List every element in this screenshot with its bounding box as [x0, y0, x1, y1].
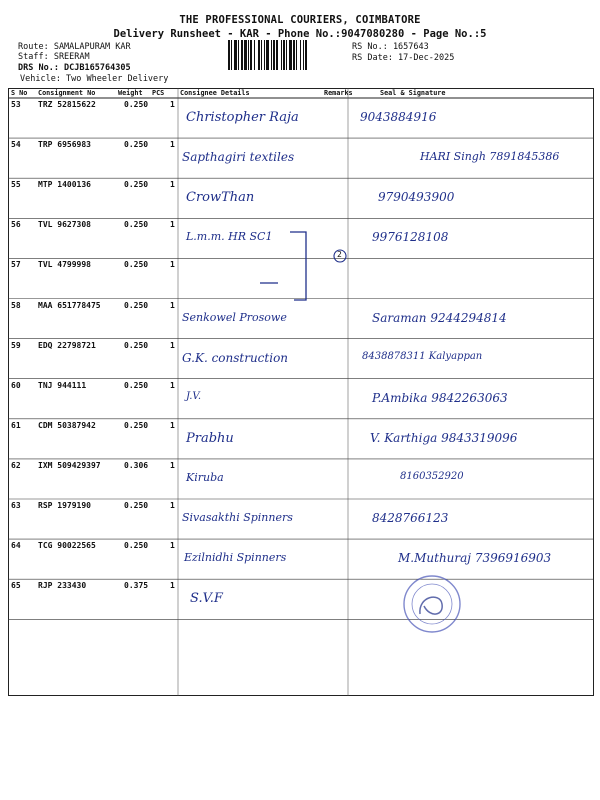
- row-consignment: TNJ 944111: [38, 380, 87, 390]
- barcode-bar: [286, 40, 287, 70]
- staff-label: Staff: SREERAM: [18, 52, 90, 62]
- barcode-bar: [244, 40, 247, 70]
- barcode-bar: [266, 40, 269, 70]
- barcode-bar: [303, 40, 304, 70]
- row-consignment: CDM 50387942: [38, 420, 96, 430]
- row-consignment: TRP 6956983: [38, 140, 91, 150]
- barcode-bar: [264, 40, 265, 70]
- row-pcs: 1: [170, 100, 175, 109]
- row-consignment: EDQ 22798721: [38, 340, 96, 350]
- row-seal-signature: M.Muthuraj 7396916903: [398, 551, 552, 566]
- row-sno: 62: [11, 460, 21, 470]
- barcode-bar: [289, 40, 292, 70]
- row-pcs: 1: [170, 420, 175, 430]
- row-consignment: TCG 90022565: [38, 541, 96, 551]
- row-weight: 0.306: [124, 460, 149, 470]
- row-seal-signature: 8438878311 Kalyappan: [362, 350, 483, 362]
- row-consignee: S.V.F: [190, 591, 223, 607]
- row-weight: 0.250: [124, 541, 149, 551]
- row-consignee: Prabhu: [186, 430, 234, 446]
- row-consignment: TRZ 52815622: [38, 100, 96, 109]
- row-sno: 59: [11, 340, 21, 350]
- row-sno: 53: [11, 100, 21, 109]
- row-weight: 0.250: [124, 220, 149, 230]
- col-weight: Weight: [118, 89, 143, 97]
- row-consignee: Ezilnidhi Spinners: [184, 551, 287, 565]
- row-weight: 0.250: [124, 100, 149, 109]
- row-consignee: Christopher Raja: [186, 110, 299, 125]
- row-consignment: TVL 4799998: [38, 260, 91, 270]
- row-sno: 55: [11, 180, 21, 190]
- barcode-bar: [231, 40, 232, 70]
- row-pcs: 1: [170, 180, 175, 190]
- row-sno: 64: [11, 541, 21, 551]
- barcode-bar: [234, 40, 237, 70]
- barcode: [228, 40, 348, 70]
- row-seal-signature: 9790493900: [378, 190, 455, 205]
- barcode-bar: [273, 40, 275, 70]
- row-consignment: IXM 509429397: [38, 460, 101, 470]
- barcode-bar: [271, 40, 272, 70]
- col-pcs: PCS: [152, 89, 165, 97]
- row-consignee: J.V.: [186, 390, 202, 402]
- barcode-bar: [241, 40, 243, 70]
- row-pcs: 1: [170, 260, 175, 270]
- row-pcs: 1: [170, 380, 175, 390]
- drs-number: DRS No.: DCJB165764305: [18, 63, 131, 73]
- row-seal-signature: 9043884916: [360, 110, 437, 124]
- row-consignment: RJP 233430: [38, 581, 87, 591]
- row-sno: 60: [11, 380, 21, 390]
- row-weight: 0.250: [124, 380, 149, 390]
- row-consignee: L.m.m. HR SC1: [186, 230, 273, 244]
- row-sno: 61: [11, 420, 21, 430]
- barcode-bar: [293, 40, 295, 70]
- row-consignee: Senkowel Prosowe: [182, 310, 287, 324]
- row-sno: 57: [11, 260, 21, 270]
- row-sno: 56: [11, 220, 21, 230]
- row-weight: 0.250: [124, 260, 149, 270]
- row-weight: 0.250: [124, 300, 149, 310]
- rs-number: RS No.: 1657643: [352, 42, 429, 52]
- row-weight: 0.250: [124, 501, 149, 510]
- row-consignee: Kiruba: [186, 470, 224, 484]
- row-seal-signature: Saraman 9244294814: [372, 310, 507, 325]
- barcode-bar: [305, 40, 307, 70]
- row-seal-signature: 8428766123: [372, 511, 449, 525]
- row-sno: 58: [11, 300, 21, 310]
- col-seal: Seal & Signature: [380, 89, 446, 97]
- row-pcs: 1: [170, 460, 175, 470]
- row-consignment: RSP 1979190: [38, 501, 91, 510]
- row-sno: 63: [11, 501, 21, 510]
- barcode-bar: [261, 40, 262, 70]
- vehicle-label: Vehicle: Two Wheeler Delivery: [20, 74, 169, 84]
- document-title: THE PROFESSIONAL COURIERS, COIMBATORE: [179, 14, 421, 26]
- row-pcs: 1: [170, 581, 175, 591]
- barcode-bar: [248, 40, 249, 70]
- col-consignment: Consignment No: [38, 89, 96, 97]
- barcode-bar: [228, 40, 230, 70]
- col-remarks: Remarks: [324, 89, 353, 97]
- row-sno: 54: [11, 140, 21, 150]
- barcode-bar: [281, 40, 282, 70]
- barcode-bar: [276, 40, 278, 70]
- document-subtitle: Delivery Runsheet - KAR - Phone No.:9047080280 - Page No.:5: [113, 28, 487, 40]
- row-pcs: 1: [170, 140, 175, 150]
- row-pcs: 1: [170, 220, 175, 230]
- row-sno: 65: [11, 581, 21, 591]
- row-weight: 0.250: [124, 340, 149, 350]
- row-seal-signature: V. Karthiga 9843319096: [370, 430, 518, 445]
- row-consignee: CrowThan: [186, 190, 255, 206]
- row-consignee: Sapthagiri textiles: [182, 150, 295, 165]
- barcode-bar: [254, 40, 255, 70]
- row-pcs: 1: [170, 501, 175, 510]
- remark-mark: 2: [337, 250, 342, 259]
- row-pcs: 1: [170, 340, 175, 350]
- rs-date: RS Date: 17-Dec-2025: [352, 53, 455, 63]
- row-pcs: 1: [170, 300, 175, 310]
- barcode-bar: [238, 40, 239, 70]
- barcode-bar: [258, 40, 260, 70]
- row-consignment: MAA 651778475: [38, 300, 101, 310]
- col-consignee: Consignee Details: [180, 89, 250, 97]
- barcode-bar: [300, 40, 301, 70]
- row-weight: 0.250: [124, 140, 149, 150]
- row-pcs: 1: [170, 541, 175, 551]
- row-consignment: TVL 9627308: [38, 220, 91, 230]
- row-weight: 0.375: [124, 581, 149, 591]
- barcode-bar: [250, 40, 252, 70]
- row-weight: 0.250: [124, 420, 149, 430]
- row-seal-signature: P.Ambika 9842263063: [372, 390, 508, 405]
- row-seal-signature: 8160352920: [400, 470, 464, 482]
- barcode-bar: [296, 40, 297, 70]
- row-consignment: MTP 1400136: [38, 180, 91, 190]
- row-seal-signature: 9976128108: [372, 230, 449, 245]
- row-weight: 0.250: [124, 180, 149, 190]
- row-consignee: G.K. construction: [182, 350, 289, 365]
- route-label: Route: SAMALAPURAM KAR: [18, 42, 131, 52]
- col-sno: S No: [11, 89, 28, 97]
- row-consignee: Sivasakthi Spinners: [182, 511, 293, 524]
- row-seal-signature: HARI Singh 7891845386: [420, 150, 560, 164]
- barcode-bar: [283, 40, 285, 70]
